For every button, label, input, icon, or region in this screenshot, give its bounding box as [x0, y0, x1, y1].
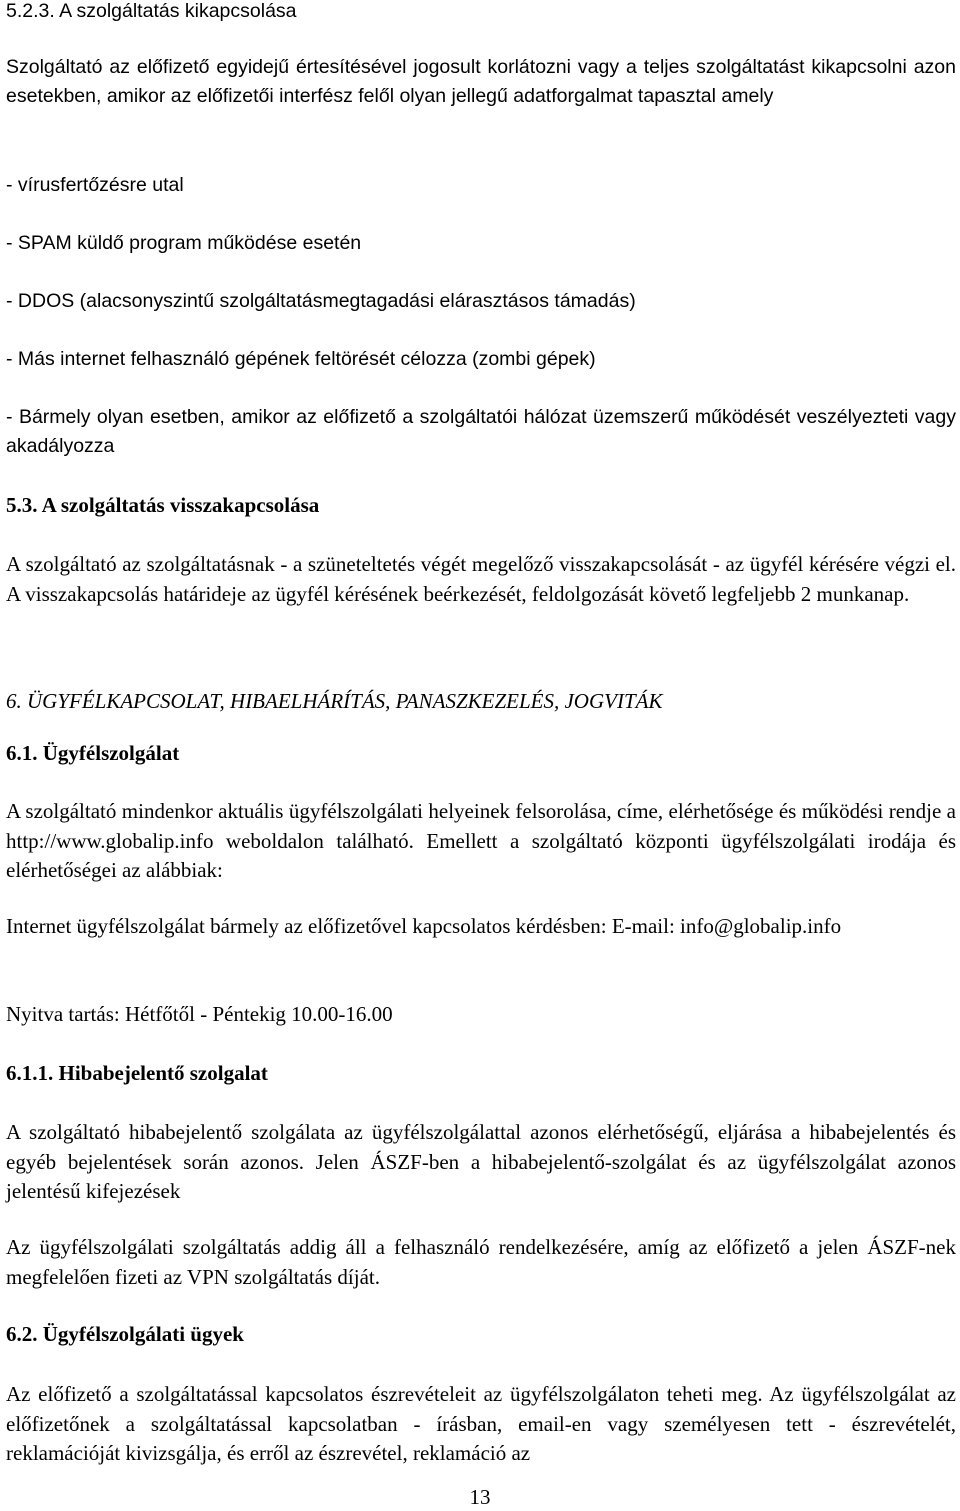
heading-6-2: 6.2. Ügyfélszolgálati ügyek	[6, 1322, 244, 1346]
list-item-spam: - SPAM küldő program működése esetén	[6, 232, 362, 254]
list-item-zombie: - Más internet felhasználó gépének feltörését célozza (zombi gépek)	[6, 348, 596, 370]
paragraph-6-1-locations: A szolgáltató mindenkor aktuális ügyfélszolgálati helyeinek felsorolása, címe, elérhetősége és működési rendje a http://www.globalip.info weboldalon található. Emellett a szolgáltató központi ügyfélszolgálati irodája és elérhetőségei az alábbiak:	[6, 799, 956, 882]
heading-5-2-3: 5.2.3. A szolgáltatás kikapcsolása	[6, 0, 297, 22]
heading-5-3-number: 5.3.	[6, 493, 38, 517]
document-page	[6, 0, 956, 1509]
list-item-network: - Bármely olyan esetben, amikor az előfizető a szolgáltatói hálózat üzemszerű működését veszélyezteti vagy akadályozza	[6, 406, 956, 457]
paragraph-6-2: Az előfizető a szolgáltatással kapcsolatos észrevételeit az ügyfélszolgálaton teheti meg. Az ügyfélszolgálat az előfizetőnek a szolgáltatással kapcsolatban - írásban, email-en vagy személyesen tett - észrevételét, reklamációját kivizsgálja, és erről az észrevétel, reklamáció az	[6, 1382, 956, 1465]
heading-6: 6. ÜGYFÉLKAPCSOLAT, HIBAELHÁRÍTÁS, PANASZKEZELÉS, JOGVITÁK	[6, 689, 663, 713]
paragraph-6-1-internet: Internet ügyfélszolgálat bármely az előfizetővel kapcsolatos kérdésben: E-mail: info@globalip.info	[6, 914, 842, 938]
paragraph-6-1-1-a: A szolgáltató hibabejelentő szolgálata az ügyfélszolgálattal azonos elérhetőségű, eljárása a hibabejelentés és egyéb bejelentések során azonos. Jelen ÁSZF-ben a hibabejelentő-szolgálat és az ügyfélszolgálat azonos jelentésű kifejezések	[6, 1120, 956, 1203]
list-item-ddos: - DDOS (alacsonyszintű szolgáltatásmegtagadási elárasztásos támadás)	[6, 290, 636, 312]
paragraph-6-1-hours: Nyitva tartás: Hétfőtől - Péntekig 10.00-16.00	[6, 1002, 393, 1026]
heading-5-3-title: A szolgáltatás visszakapcsolása	[41, 493, 320, 517]
paragraph-5-3: A szolgáltató az szolgáltatásnak - a szüneteltetés végét megelőző visszakapcsolását - az ügyfél kérésére végzi el. A visszakapcsolás határideje az ügyfél kérésének beérkezését, feldolgozását követő legfeljebb 2 munkanap.	[6, 552, 956, 606]
heading-6-1: 6.1. Ügyfélszolgálat	[6, 741, 180, 765]
list-item-virus: - vírusfertőzésre utal	[6, 174, 184, 196]
heading-6-1-1: 6.1.1. Hibabejelentő szolgalat	[6, 1061, 268, 1085]
heading-5-3	[6, 491, 956, 521]
paragraph-5-2-3-intro: Szolgáltató az előfizető egyidejű értesítésével jogosult korlátozni vagy a teljes szolgáltatást kikapcsolni azon esetekben, amikor az előfizetői interfész felől olyan jellegű adatforgalmat tapasztal amely	[6, 56, 956, 107]
paragraph-6-1-1-b: Az ügyfélszolgálati szolgáltatás addig áll a felhasználó rendelkezésére, amíg az előfizető a jelen ÁSZF-nek megfelelően fizeti az VPN szolgáltatás díját.	[6, 1235, 956, 1289]
page-number: 13	[469, 1485, 491, 1509]
